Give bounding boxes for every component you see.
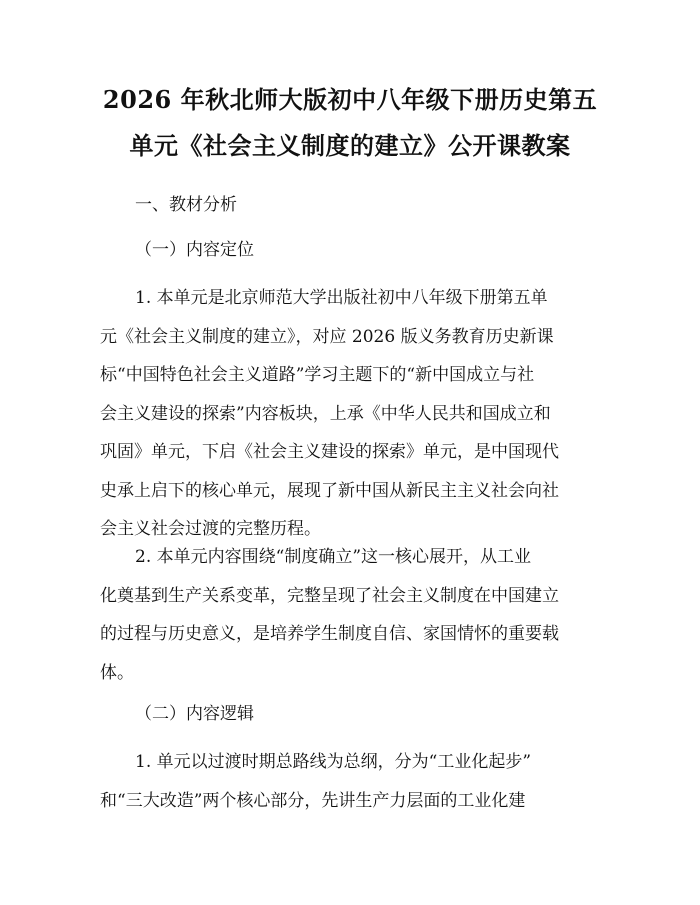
paragraph-1-line: 会主义社会过渡的完整历程。	[100, 519, 321, 539]
paragraph-3-line: 1. 单元以过渡时期总路线为总纲，分为“工业化起步”	[135, 752, 532, 772]
paragraph-3	[100, 750, 600, 827]
paragraph-2-line: 体。	[100, 662, 134, 683]
paragraph-1	[100, 286, 600, 556]
subsection-heading-content-logic: （二）内容逻辑	[135, 704, 254, 724]
document-title-line-2: 单元《社会主义制度的建立》公开课教案	[129, 131, 571, 160]
paragraph-1-line: 会主义建设的探索”内容板块，上承《中华人民共和国成立和	[100, 403, 551, 424]
paragraph-1-line: 巩固》单元，下启《社会主义建设的探索》单元，是中国现代	[100, 442, 559, 462]
paragraph-1-line: 标“中国特色社会主义道路”学习主题下的“新中国成立与社	[100, 365, 535, 385]
subsection-heading-content-positioning: （一）内容定位	[135, 240, 254, 260]
section-heading-textbook-analysis: 一、教材分析	[135, 195, 237, 215]
paragraph-2-line: 的过程与历史意义，是培养学生制度自信、家国情怀的重要载	[100, 624, 559, 644]
paragraph-2-line: 2. 本单元内容围绕“制度确立”这一核心展开，从工业	[135, 547, 532, 567]
paragraph-2	[100, 545, 600, 699]
paragraph-3-line: 和“三大改造”两个核心部分，先讲生产力层面的工业化建	[100, 790, 526, 811]
paragraph-1-line: 元《社会主义制度的建立》，对应 2026 版义务教育历史新课	[100, 326, 554, 347]
paragraph-1-line: 史承上启下的核心单元，展现了新中国从新民主主义社会向社	[100, 480, 559, 501]
paragraph-2-line: 化奠基到生产关系变革，完整呈现了社会主义制度在中国建立	[100, 585, 559, 606]
document-title-line-1: 2026 年秋北师大版初中八年级下册历史第五	[102, 85, 598, 114]
paragraph-1-line: 1. 本单元是北京师范大学出版社初中八年级下册第五单	[135, 288, 548, 308]
